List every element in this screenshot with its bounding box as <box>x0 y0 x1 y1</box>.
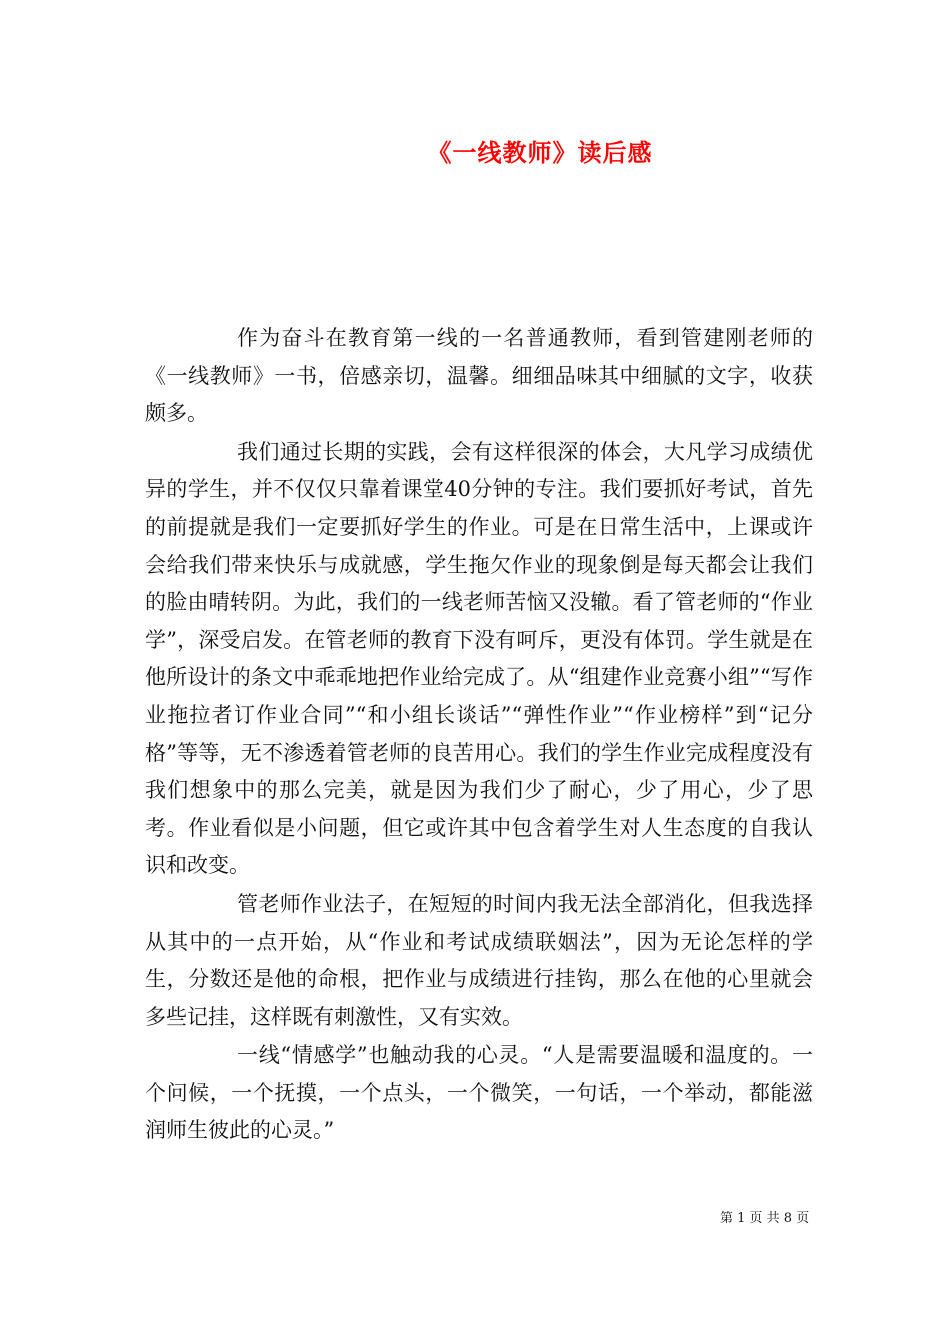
paragraph-3: 管老师作业法子，在短短的时间内我无法全部消化，但我选择从其中的一点开始，从“作业和考试成绩联姻法”，因为无论怎样的学生，分数还是他的命根，把作业与成绩进行挂钩，那么在他的心里就会多些记挂，这样既有刺激性，又有实效。 <box>145 891 813 1029</box>
document-title: 《一线教师》读后感 <box>427 138 653 167</box>
paragraph-4: 一线“情感学”也触动我的心灵。“人是需要温暖和温度的。一个问候，一个抚摸，一个点头，一个微笑，一句话，一个举动，都能滋润师生彼此的心灵。” <box>145 1043 813 1143</box>
paragraph-2: 我们通过长期的实践，会有这样很深的体会，大凡学习成绩优异的学生，并不仅仅只靠着课堂40分钟的专注。我们要抓好考试，首先的前提就是我们一定要抓好学生的作业。可是在日常生活中，上课或许会给我们带来快乐与成就感，学生拖欠作业的现象倒是每天都会让我们的脸由晴转阴。为此，我们的一线老师苦恼又没辙。看了管老师的“作业学”，深受启发。在管老师的教育下没有呵斥，更没有体罚。学生就是在他所设计的条文中乖乖地把作业给完成了。从“组建作业竞赛小组”“写作业拖拉者订作业合同”“和小组长谈话”“弹性作业”“作业榜样”到“记分格”等等，无不渗透着管老师的良苦用心。我们的学生作业完成程度没有我们想象中的那么完美，就是因为我们少了耐心，少了用心，少了思考。作业看似是小问题，但它或许其中包含着学生对人生态度的自我认识和改变。 <box>145 439 813 878</box>
page-number-footer: 第 1 页 共 8 页 <box>720 1211 810 1226</box>
paragraph-1: 作为奋斗在教育第一线的一名普通教师，看到管建刚老师的《一线教师》一书，倍感亲切，温馨。细细品味其中细腻的文字，收获颇多。 <box>145 326 813 426</box>
document-body <box>145 320 813 1150</box>
